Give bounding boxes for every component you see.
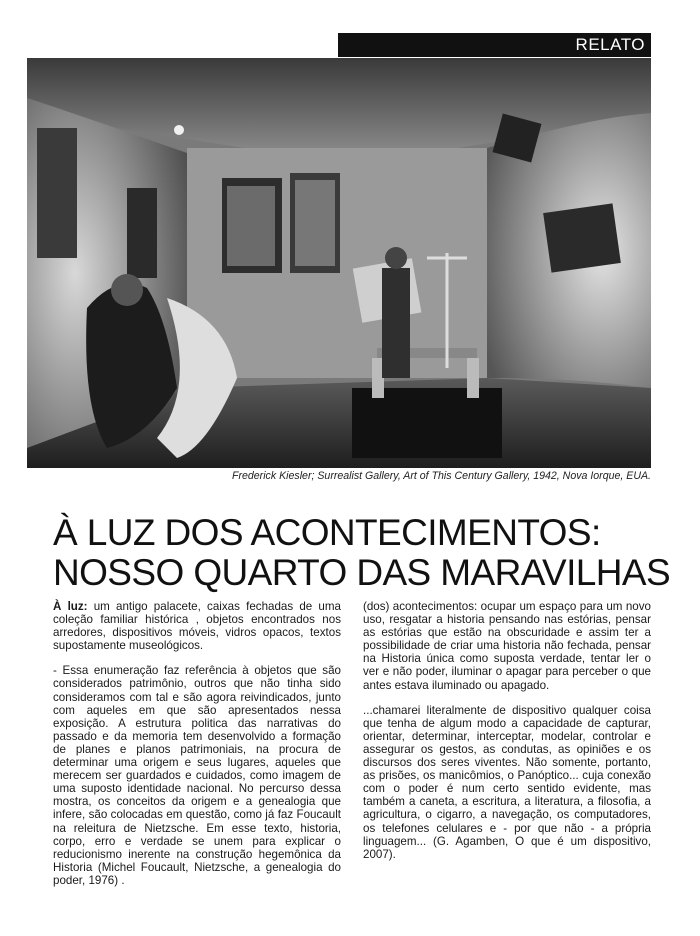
article-headline (53, 512, 671, 593)
headline-line-1: À LUZ DOS ACONTECIMENTOS: (53, 512, 601, 553)
right-paragraph-2: ...chamarei literalmente de dispositivo qualquer coisa que tenha de algum modo a capacidade de capturar, orientar, determinar, interceptar, modelar, controlar e assegurar os gestos, as condutas, as opiniões e os discursos dos seres viventes. Não somente, portanto, as prisões, os manicômios, o Panóptico... cuja conexão com o poder é num certo sentido evidente, mas também a caneta, a escritura, a literatura, a filosofia, a agricultura, o cigarro, a navegação, os computadores, os telefones celulares e - por que não - a própria linguagem... (G. Agamben, O que é um dispositivo, 2007). (363, 703, 651, 861)
lead-label: À luz: (53, 600, 88, 613)
left-paragraph-1-text: um antigo palacete, caixas fechadas de uma coleção familiar histórica , objetos encontrados nos arredores, dispositivos móveis, vidros opacos, textos supostamente museológicos. (53, 600, 341, 653)
gallery-photo (27, 58, 651, 468)
gallery-photo-icon (27, 58, 651, 468)
right-column (363, 600, 651, 873)
left-paragraph-2: - Essa enumeração faz referência à objetos que são considerados patrimônio, outros que não tinha sido consideramos com tal e são agora reivindicados, junto com aqueles em que são apresentados nessa exposição. A estrutura politica das narrativas do passado e da memoria tem desenvolvido a formação de planes e planos patrimoniais, na procura de determinar uma origem e seus lugares, aqueles que merecem ser guardados e cuidados, como imagem de uma suposto identidade nacional. No percurso dessa mostra, os conceitos da origem e a genealogia que infere, são colocadas em questão, como já faz Foucault na releitura de Nietzsche. Em esse texto, historia, corpo, erro e verdade se unem para explicar o reducionismo inerente na construção hegemônica da Historia (Michel Foucault, Nietzsche, a genealogia do poder, 1976) . (53, 664, 341, 887)
section-tag: RELATO (338, 33, 651, 57)
right-paragraph-1: (dos) acontecimentos: ocupar um espaço para um novo uso, resgatar a historia pensando nas estórias, pensar as estórias que estão na obscuridade e assim ter a possibilidade de criar uma historia não fechada, pensar na Historia única como suposta verdade, tentar ler o ver e não poder, iluminar o apagar para perceber o que antes estava iluminado ou apagado. (363, 600, 651, 692)
left-paragraph-1 (53, 600, 341, 652)
headline-line-2: NOSSO QUARTO DAS MARAVILHAS (53, 552, 671, 593)
left-column (53, 600, 341, 899)
photo-caption: Frederick Kiesler; Surrealist Gallery, Art of This Century Gallery, 1942, Nova Iorque, EUA. (232, 470, 651, 482)
